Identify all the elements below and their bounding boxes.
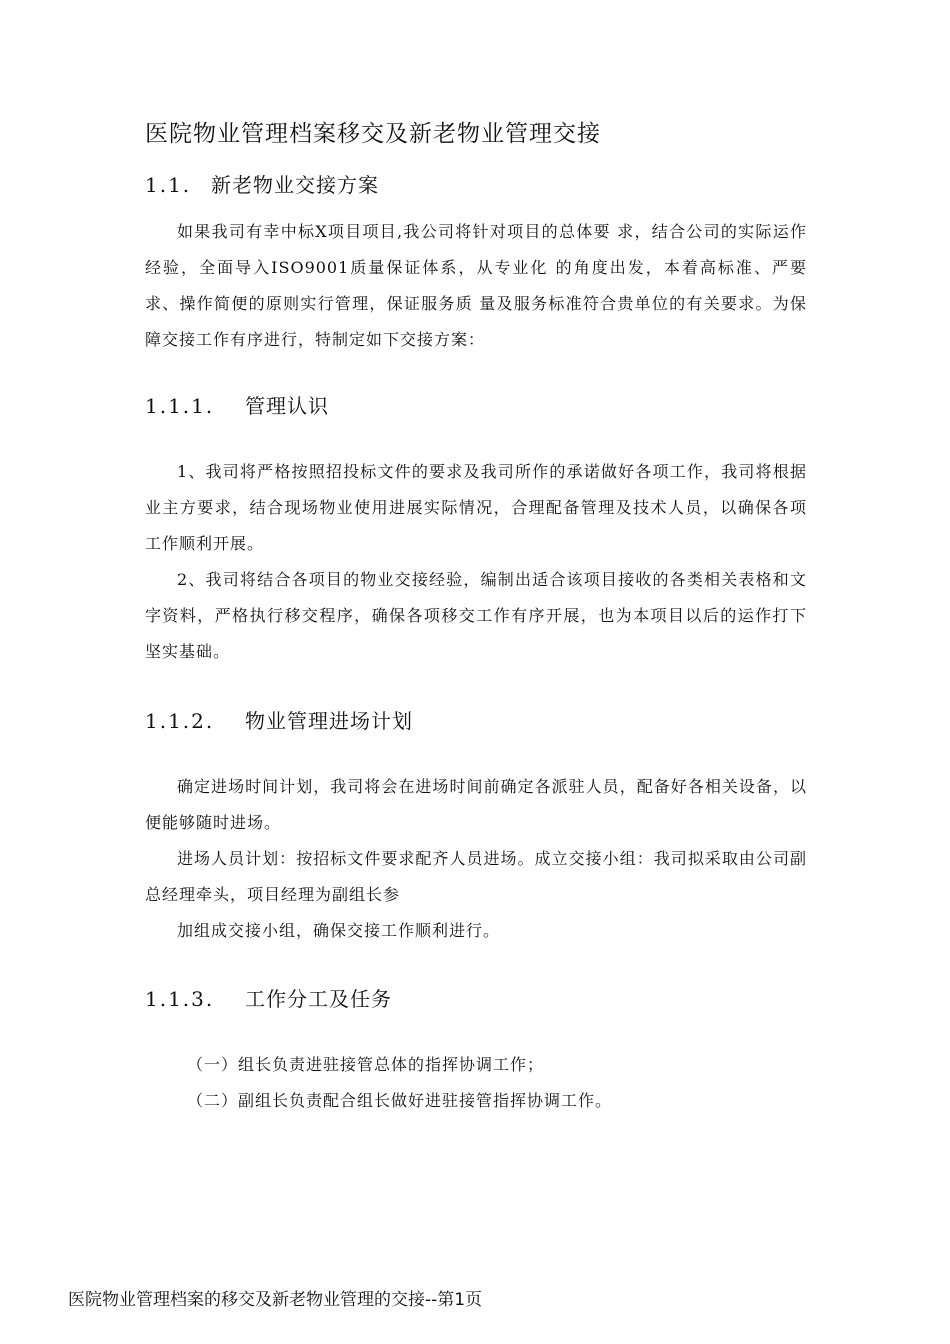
section-1-1-2-heading (145, 706, 807, 736)
section-title: 工作分工及任务 (245, 987, 392, 1011)
paragraph: 1、我司将严格按照招投标文件的要求及我司所作的承诺做好各项工作，我司将根据业主方要求，结合现场物业使用进展实际情况，合理配备管理及技术人员，以确保各项工作顺利开展。 (145, 462, 807, 553)
document-title: 医院物业管理档案移交及新老物业管理交接 (145, 121, 601, 147)
section-title: 物业管理进场计划 (245, 709, 413, 733)
list-item: （二）副组长负责配合组长做好进驻接管指挥协调工作。 (187, 1091, 613, 1110)
section-number: 1.1. (145, 173, 192, 197)
paragraph: 2、我司将结合各项目的物业交接经验，编制出适合该项目接收的各类相关表格和文字资料，严格执行移交程序，确保各项移交工作有序开展，也为本项目以后的运作打下坚实基础。 (145, 570, 807, 661)
section-title: 新老物业交接方案 (211, 173, 379, 197)
section-number: 1.1.1. (145, 394, 215, 418)
section-1-1-2-body (145, 769, 807, 949)
list-item: （一）组长负责进驻接管总体的指挥协调工作； (187, 1055, 545, 1074)
intro-paragraph: 如果我司有幸中标X项目项目,我公司将针对项目的总体要 求，结合公司的实际运作经验，全面导入ISO9001质量保证体系，从专业化 的角度出发，本着高标准、严要求、操作简便的原则实行管理，保证服务质 量及服务标准符合贵单位的有关要求。为保障交接工作有序进行，特制定如下交接方案： (145, 222, 807, 349)
section-1-1-3-body (145, 1047, 807, 1119)
section-1-1-heading (145, 170, 807, 200)
section-number: 1.1.2. (145, 709, 215, 733)
section-1-1-3-heading (145, 984, 807, 1014)
page-footer: 医院物业管理档案的移交及新老物业管理的交接--第1页 (68, 1290, 483, 1310)
section-1-1-body (145, 214, 807, 358)
paragraph: 加组成交接小组，确保交接工作顺利进行。 (177, 921, 501, 940)
section-title: 管理认识 (245, 394, 329, 418)
section-1-1-1-body (145, 454, 807, 670)
paragraph: 确定进场时间计划，我司将会在进场时间前确定各派驻人员，配备好各相关设备，以便能够随时进场。 (145, 777, 807, 832)
section-number: 1.1.3. (145, 987, 215, 1011)
paragraph: 进场人员计划：按招标文件要求配齐人员进场。成立交接小组：我司拟采取由公司副总经理牵头，项目经理为副组长参 (145, 849, 807, 904)
section-1-1-1-heading (145, 391, 807, 421)
